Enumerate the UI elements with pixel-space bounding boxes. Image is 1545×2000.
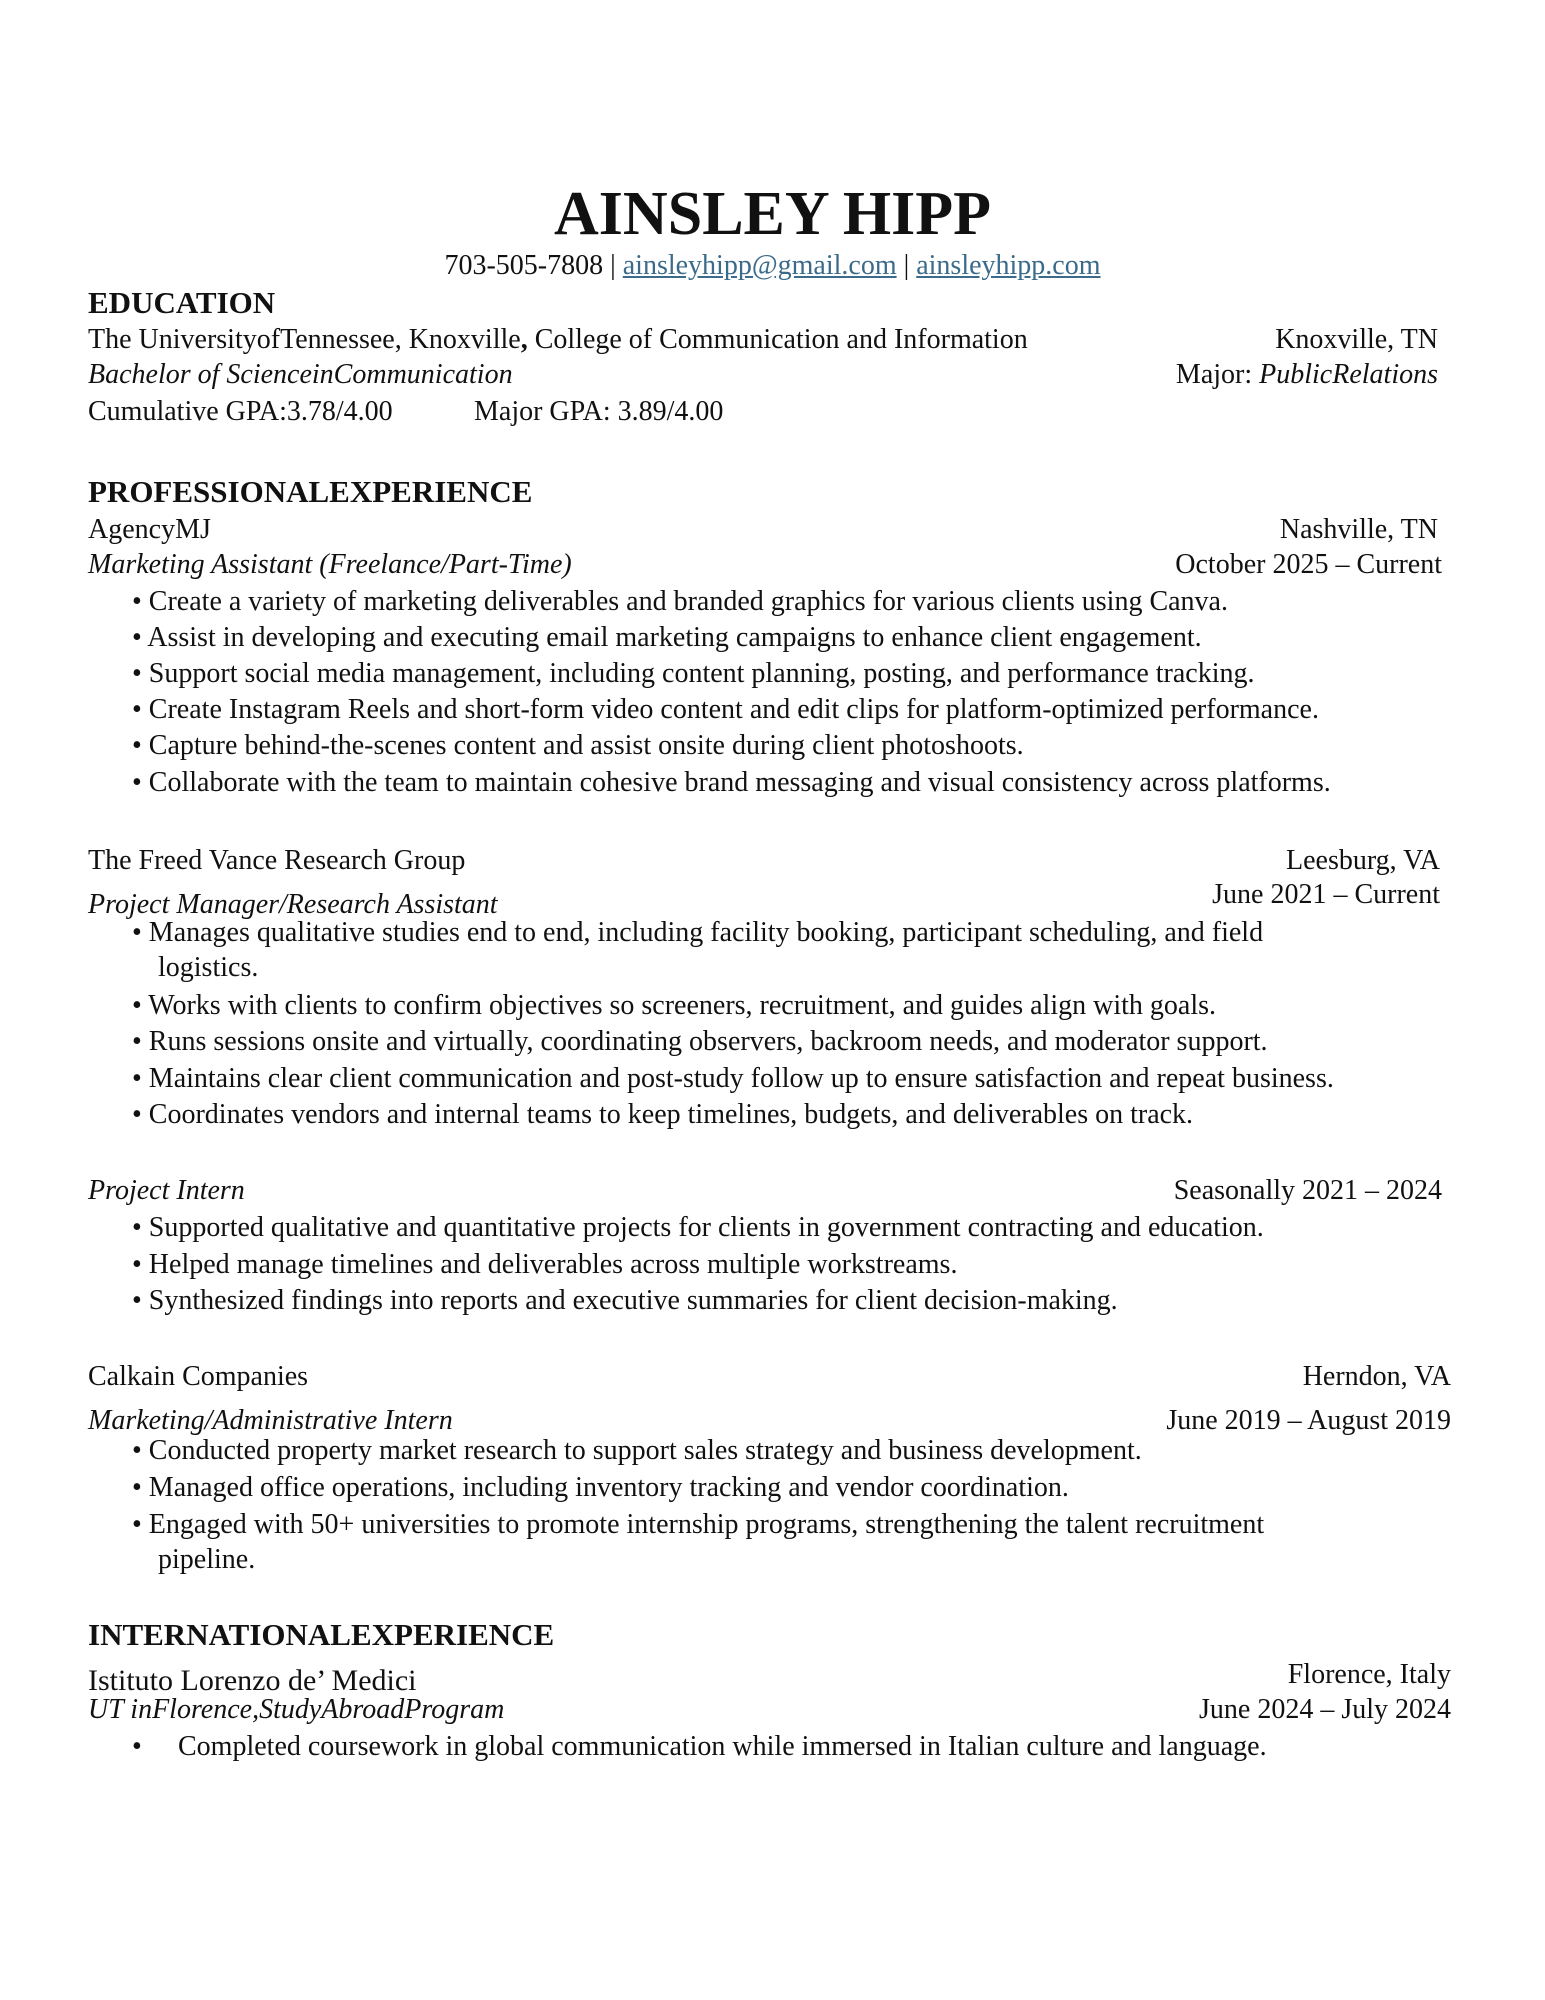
separator: |	[603, 250, 623, 281]
job-title: Project Intern	[88, 1175, 245, 1206]
job-bullet: • Helped manage timelines and deliverables across multiple workstreams.	[132, 1249, 958, 1280]
job-bullet-continuation: logistics.	[158, 952, 259, 983]
degree: Bachelor of ScienceinCommunication	[88, 359, 513, 390]
gpa-major: Major GPA: 3.89/4.00	[474, 396, 724, 427]
job-location: Herndon, VA	[1302, 1361, 1451, 1392]
job-title: Marketing Assistant (Freelance/Part-Time)	[88, 549, 572, 580]
professional-heading: PROFESSIONALEXPERIENCE	[88, 474, 533, 509]
job-bullet: • Supported qualitative and quantitative projects for clients in government contracting and education.	[132, 1212, 1264, 1243]
job-bullet: • Manages qualitative studies end to end, including facility booking, participant scheduling, and field	[132, 917, 1264, 948]
job-bullet-continuation: pipeline.	[158, 1544, 256, 1575]
job-dates: June 2019 – August 2019	[1166, 1405, 1451, 1436]
job-bullet: • Create Instagram Reels and short-form video content and edit clips for platform-optimized performance.	[132, 694, 1319, 725]
job-bullet: • Works with clients to confirm objectives so screeners, recruitment, and guides align with goals.	[132, 990, 1217, 1021]
job-bullet: • Runs sessions onsite and virtually, coordinating observers, backroom needs, and moderator support.	[132, 1026, 1268, 1057]
intl-org: Istituto Lorenzo de’ Medici	[88, 1664, 417, 1697]
school-name-a: The UniversityofTennessee, Knoxville	[88, 324, 521, 355]
international-heading: INTERNATIONALEXPERIENCE	[88, 1617, 555, 1652]
major	[1176, 358, 1438, 392]
job-title: Project Manager/Research Assistant	[88, 889, 498, 920]
major-label: Major:	[1175, 359, 1260, 390]
separator: |	[896, 250, 917, 281]
intl-bullet-mark: •	[132, 1731, 142, 1762]
job-bullet: • Capture behind-the-scenes content and assist onsite during client photoshoots.	[132, 730, 1024, 761]
job-title: Marketing/Administrative Intern	[88, 1405, 453, 1436]
major-value: PublicRelations	[1259, 359, 1438, 390]
contact-line	[0, 249, 1545, 283]
job-bullet: • Conducted property market research to support sales strategy and business development.	[132, 1435, 1142, 1466]
intl-bullet: Completed coursework in global communication while immersed in Italian culture and language.	[178, 1731, 1267, 1762]
job-bullet: • Support social media management, including content planning, posting, and performance tracking.	[132, 658, 1255, 689]
job-bullet: • Create a variety of marketing deliverables and branded graphics for various clients using Canva.	[132, 586, 1228, 617]
school-comma: ,	[520, 324, 528, 355]
applicant-name: AINSLEY HIPP	[554, 180, 991, 248]
job-bullet: • Coordinates vendors and internal teams to keep timelines, budgets, and deliverables on track.	[132, 1099, 1194, 1130]
job-dates: Seasonally 2021 – 2024	[1173, 1175, 1442, 1206]
intl-dates: June 2024 – July 2024	[1199, 1694, 1451, 1725]
school-college: College of Communication and Information	[527, 324, 1028, 355]
job-location: Nashville, TN	[1279, 514, 1438, 545]
job-location: Leesburg, VA	[1286, 845, 1440, 876]
school-location: Knoxville, TN	[1275, 324, 1438, 355]
education-heading: EDUCATION	[88, 285, 276, 320]
job-bullet: • Engaged with 50+ universities to promote internship programs, strengthening the talent recruitment	[132, 1509, 1265, 1540]
job-bullet: • Synthesized findings into reports and executive summaries for client decision-making.	[132, 1285, 1118, 1316]
job-dates: June 2021 – Current	[1212, 879, 1440, 910]
job-dates: October 2025 – Current	[1175, 549, 1442, 580]
job-bullet: • Collaborate with the team to maintain cohesive brand messaging and visual consistency across platforms.	[132, 767, 1331, 798]
job-bullet: • Maintains clear client communication and post-study follow up to ensure satisfaction and repeat business.	[132, 1063, 1334, 1094]
gpa-cumulative: Cumulative GPA:3.78/4.00	[88, 396, 393, 427]
phone: 703-505-7808	[444, 250, 604, 281]
job-org: The Freed Vance Research Group	[88, 845, 466, 876]
job-org: AgencyMJ	[88, 514, 211, 545]
job-bullet: • Assist in developing and executing email marketing campaigns to enhance client engagement.	[132, 622, 1202, 653]
school-name	[88, 323, 1028, 357]
intl-program: UT inFlorence,StudyAbroadProgram	[88, 1694, 505, 1725]
email-link[interactable]: ainsleyhipp@gmail.com	[622, 250, 897, 281]
intl-location: Florence, Italy	[1287, 1659, 1451, 1690]
website-link[interactable]: ainsleyhipp.com	[916, 250, 1101, 281]
job-org: Calkain Companies	[88, 1361, 309, 1392]
job-bullet: • Managed office operations, including inventory tracking and vendor coordination.	[132, 1472, 1069, 1503]
